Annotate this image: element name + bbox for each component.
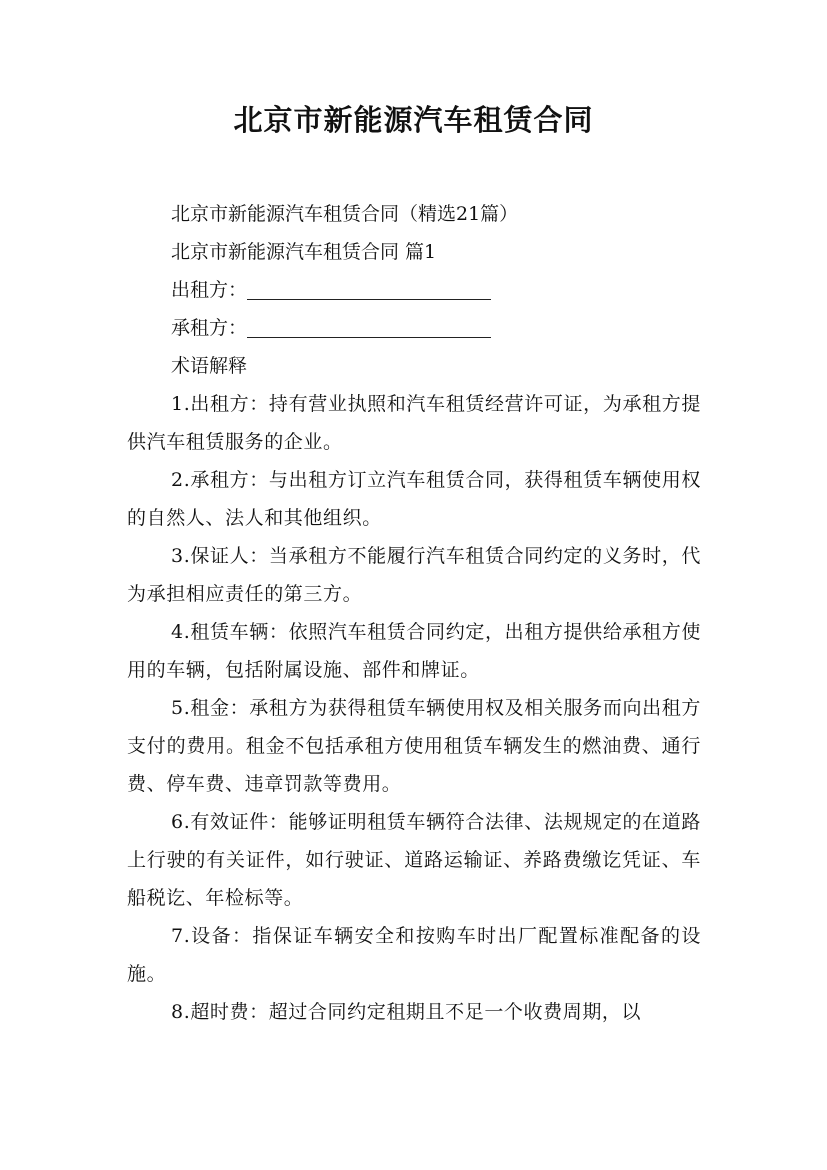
term-paragraph-3: 3.保证人：当承租方不能履行汽车租赁合同约定的义务时，代为承担相应责任的第三方。 <box>127 545 701 605</box>
lessor-blank <box>247 279 491 300</box>
term-paragraph-2: 2.承租方：与出租方订立汽车租赁合同，获得租赁车辆使用权的自然人、法人和其他组织。 <box>127 469 701 529</box>
document-title: 北京市新能源汽车租赁合同 <box>233 103 594 137</box>
lessee-line <box>127 309 701 347</box>
lessee-blank <box>247 317 491 338</box>
term-paragraph-5: 5.租金：承租方为获得租赁车辆使用权及相关服务而向出租方支付的费用。租金不包括承租方使用租赁车辆发生的燃油费、通行费、停车费、违章罚款等费用。 <box>127 697 701 795</box>
term-paragraph-7: 7.设备：指保证车辆安全和按购车时出厂配置标准配备的设施。 <box>127 925 701 985</box>
section-heading: 北京市新能源汽车租赁合同 篇1 <box>171 241 437 263</box>
document-body <box>127 195 701 1031</box>
lessor-line <box>127 271 701 309</box>
term-paragraph-8: 8.超时费：超过合同约定租期且不足一个收费周期，以 <box>171 1001 642 1023</box>
term-paragraph-6: 6.有效证件：能够证明租赁车辆符合法律、法规规定的在道路上行驶的有关证件，如行驶证、道路运输证、养路费缴讫凭证、车船税讫、年检标等。 <box>127 811 701 909</box>
terms-heading: 术语解释 <box>171 355 248 377</box>
subtitle-line: 北京市新能源汽车租赁合同（精选21篇） <box>171 203 519 225</box>
lessee-label: 承租方： <box>171 317 248 339</box>
term-paragraph-1: 1.出租方：持有营业执照和汽车租赁经营许可证，为承租方提供汽车租赁服务的企业。 <box>127 393 701 453</box>
term-paragraph-4: 4.租赁车辆：依照汽车租赁合同约定，出租方提供给承租方使用的车辆，包括附属设施、部件和牌证。 <box>127 621 701 681</box>
lessor-label: 出租方： <box>171 279 248 301</box>
